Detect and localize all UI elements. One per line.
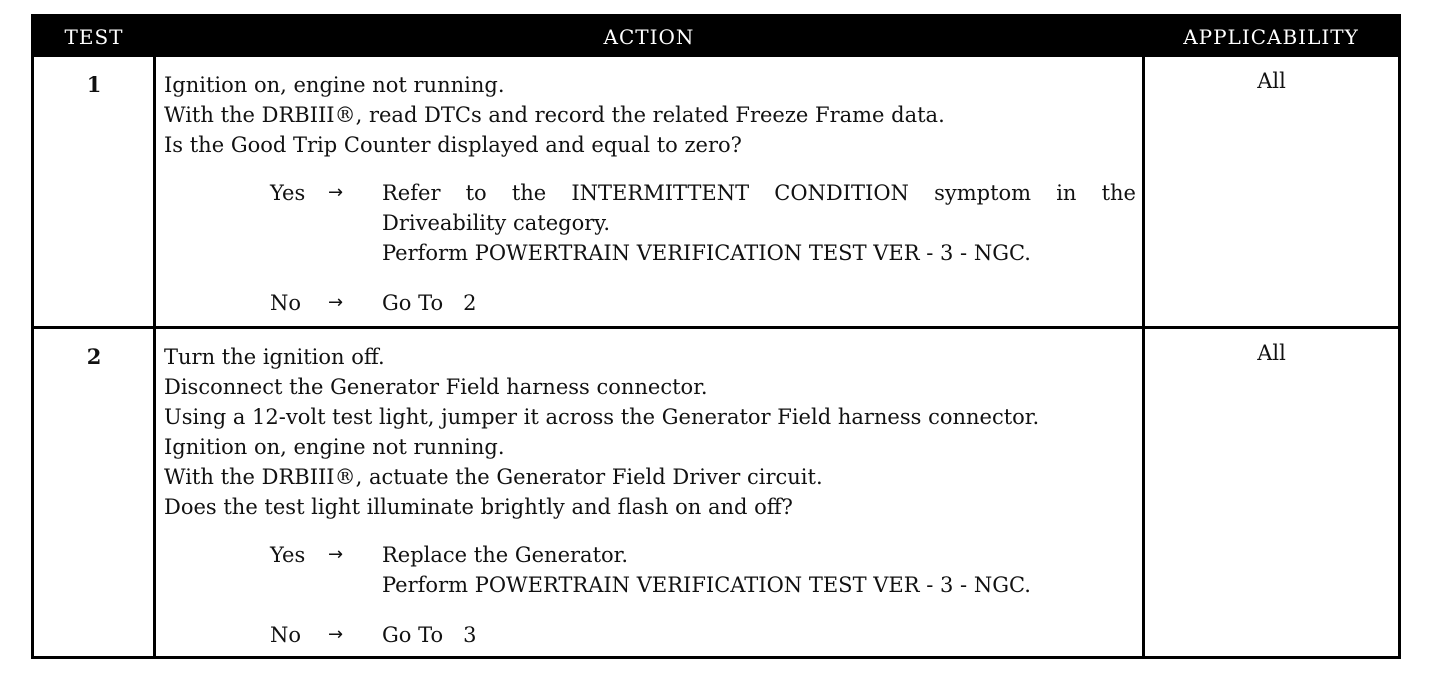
action-step: Turn the ignition off. [164,345,385,369]
answer-no [270,288,1136,318]
action-step: Disconnect the Generator Field harness connector. [164,375,708,399]
answer-line: Perform POWERTRAIN VERIFICATION TEST VER - 3 - NGC. [382,241,1031,265]
answer-key: No [270,291,302,315]
header-action: ACTION [603,25,695,49]
answer-no [270,620,1136,650]
action-step: Ignition on, engine not running. [164,435,505,459]
answer-text [382,178,1136,268]
action-cell [164,342,1139,670]
test-number: 1 [86,72,102,97]
header-applicability: APPLICABILITY [1183,25,1359,49]
action-step: With the DRBIII®, actuate the Generator Field Driver circuit. [164,465,823,489]
right-arrow-icon: → [328,182,344,203]
answer-key: Yes [270,543,306,567]
answer-list [270,178,1136,318]
answer-line: Refer to the INTERMITTENT CONDITION symptom in the [382,181,1136,205]
answer-text [382,288,1136,318]
table-row [34,329,1398,656]
action-step: Ignition on, engine not running. [164,73,505,97]
right-arrow-icon: → [328,544,344,565]
answer-key: Yes [270,181,306,205]
action-step: Is the Good Trip Counter displayed and equal to zero? [164,133,742,157]
applicability-value: All [1257,69,1286,93]
answer-text [382,540,1136,600]
action-cell [164,70,1139,338]
table-header [34,17,1398,57]
diagnostic-test-table [31,14,1401,659]
action-step: Using a 12-volt test light, jumper it across the Generator Field harness connector. [164,405,1040,429]
test-number: 2 [86,344,102,369]
header-test: TEST [64,25,124,49]
answer-line: Go To 2 [382,291,477,315]
answer-line: Replace the Generator. [382,543,629,567]
answer-line: Driveability category. [382,211,610,235]
answer-yes [270,178,1136,268]
answer-line: Go To 3 [382,623,477,647]
action-step: Does the test light illuminate brightly and flash on and off? [164,495,793,519]
answer-text [382,620,1136,650]
answer-yes [270,540,1136,600]
right-arrow-icon: → [328,292,344,313]
right-arrow-icon: → [328,624,344,645]
answer-key: No [270,623,302,647]
answer-list [270,540,1136,650]
table-row [34,57,1398,326]
applicability-value: All [1257,341,1286,365]
action-step: With the DRBIII®, read DTCs and record the related Freeze Frame data. [164,103,945,127]
answer-line: Perform POWERTRAIN VERIFICATION TEST VER - 3 - NGC. [382,573,1031,597]
